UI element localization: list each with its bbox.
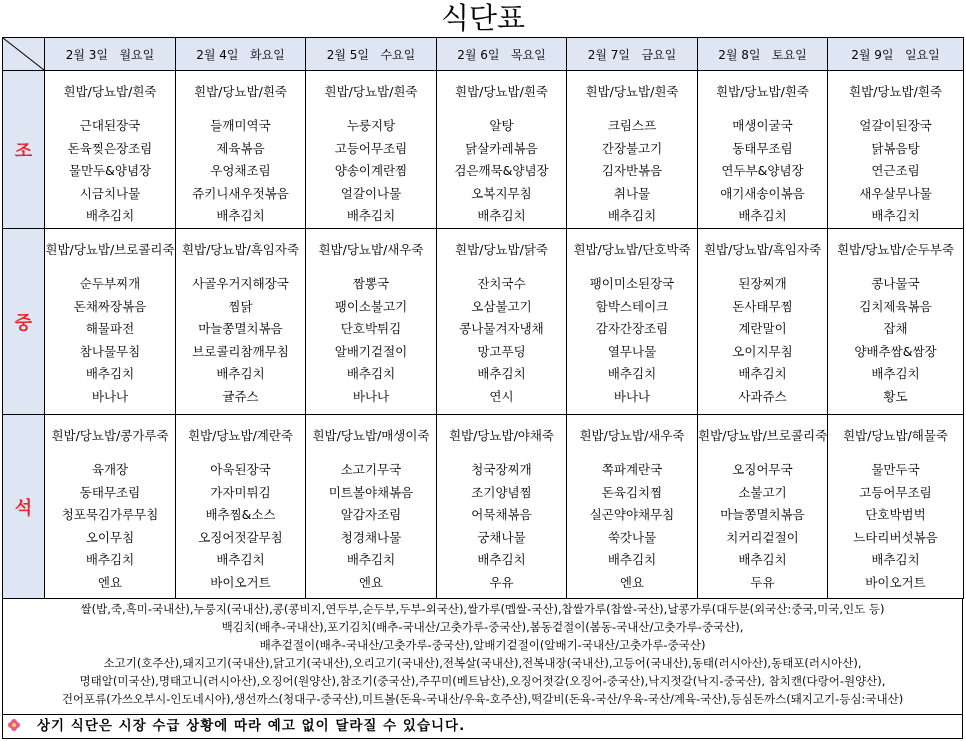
side-dish: 망고푸딩 [477, 343, 526, 359]
main-dish: 흰밥/당뇨밥/흰죽 [324, 84, 418, 99]
side-dish: 배추김치 [346, 552, 396, 568]
side-dish: 배추김치 [216, 366, 265, 382]
menu-cell [437, 415, 567, 599]
side-dish: 배추김치 [216, 552, 265, 568]
side-dish: 소불고기 [738, 484, 787, 500]
side-dish: 궁채나물 [477, 529, 526, 545]
origin-line: 명태알(미국산),명태고니(러시아산),오징어(원양산),참조기(중국산),주꾸미(베트남산),오징어젓갈(오징어-중국산),낙지젓갈(낙지-중국산), 참치캔(다랑어-원양산), [79, 674, 886, 688]
main-dish: 흰밥/당뇨밥/흰죽 [63, 84, 157, 99]
side-dish: 배추김치 [85, 208, 135, 224]
side-dish: 콩나물국 [871, 276, 920, 291]
side-dish: 오이지무침 [732, 343, 793, 359]
side-dish: 오복지무침 [471, 185, 532, 201]
main-dish: 흰밥/당뇨밥/흑임자죽 [703, 242, 822, 257]
side-dish: 육개장 [91, 462, 129, 477]
side-dish: 양배추쌈&쌈장 [854, 343, 937, 359]
day-header: 2월 5일 수요일 [306, 38, 437, 71]
side-dish: 가자미튀김 [210, 484, 271, 500]
side-dish: 배추김치 [477, 366, 526, 382]
side-dish: 느타리버섯볶음 [853, 529, 938, 545]
side-dish: 배추찜&소스 [205, 507, 276, 523]
side-dish: 황도 [883, 388, 908, 404]
side-dish: 바나나 [352, 388, 390, 404]
main-dish: 흰밥/당뇨밥/브로콜리죽 [45, 242, 175, 257]
side-dish: 김자반볶음 [601, 163, 663, 179]
side-dish: 간장불고기 [601, 140, 663, 156]
side-dish: 오이무침 [85, 529, 135, 545]
origin-line: 건어포류(가쓰오부시-인도네시아),생선까스(청대구-중국산),미트볼(돈육-국내산/우육-호주산),떡갈비(돈육-국산/우육-국산/계육-국산),등심돈까스(돼지고기-등심:국내산) [61, 692, 904, 706]
day-header: 2월 7일 금요일 [567, 38, 698, 71]
side-dish: 시금치나물 [79, 185, 141, 201]
menu-cell [176, 71, 306, 229]
page-title: 식단표 [440, 1, 526, 35]
side-dish: 제육볶음 [216, 140, 265, 156]
menu-cell [567, 71, 698, 229]
main-dish: 흰밥/당뇨밥/흰죽 [455, 84, 548, 99]
side-dish: 콩나물겨자냉채 [459, 321, 544, 337]
side-dish: 해물파전 [85, 321, 135, 337]
main-dish: 흰밥/당뇨밥/단호박죽 [573, 242, 691, 257]
side-dish: 사골우거지해장국 [192, 276, 289, 291]
notice-bar [2, 715, 963, 739]
side-dish: 배추김치 [346, 208, 396, 224]
side-dish: 열무나물 [607, 343, 657, 359]
side-dish: 오삼불고기 [471, 298, 532, 314]
meal-row [3, 71, 964, 229]
menu-table [2, 37, 964, 599]
side-dish: 우엉채조림 [210, 163, 271, 179]
side-dish: 바나나 [91, 388, 129, 404]
main-dish: 흰밥/당뇨밥/흰죽 [849, 84, 942, 99]
main-dish: 흰밥/당뇨밥/닭죽 [455, 242, 548, 257]
side-dish: 들깨미역국 [210, 118, 271, 133]
main-dish: 흰밥/당뇨밥/브로콜리죽 [698, 428, 828, 443]
side-dish: 돈채짜장볶음 [73, 298, 147, 314]
side-dish: 연근조림 [871, 163, 920, 179]
side-dish: 동태무조림 [79, 484, 141, 500]
menu-cell [306, 229, 437, 415]
meal-label: 석 [3, 415, 45, 599]
day-header: 2월 6일 목요일 [437, 38, 567, 71]
side-dish: 배추김치 [85, 366, 135, 382]
main-dish: 흰밥/당뇨밥/새우죽 [579, 428, 685, 443]
origin-line: 배추겉절이(배추-국내산/고춧가루-중국산),알배기겉절이(알배기-국내산/고춧가루-중국산) [259, 638, 706, 652]
side-dish: 잔치국수 [477, 276, 526, 291]
meal-row [3, 229, 964, 415]
side-dish: 참나물무침 [79, 343, 141, 359]
side-dish: 엔요 [97, 574, 123, 590]
side-dish: 얼갈이나물 [340, 185, 402, 201]
day-header: 2월 4일 화요일 [176, 38, 306, 71]
side-dish: 청포묵김가루무침 [61, 507, 159, 523]
menu-cell [45, 229, 176, 415]
day-header: 2월 9일 일요일 [828, 38, 964, 71]
main-dish: 흰밥/당뇨밥/해물죽 [842, 428, 949, 443]
side-dish: 미트볼야채볶음 [328, 484, 414, 500]
menu-cell [306, 415, 437, 599]
menu-cell [176, 229, 306, 415]
side-dish: 엔요 [358, 574, 384, 590]
meal-row [3, 415, 964, 599]
day-header: 2월 3일 월요일 [45, 38, 176, 71]
side-dish: 배추김치 [871, 366, 920, 382]
side-dish: 크림스프 [607, 118, 657, 133]
side-dish: 배추김치 [738, 208, 787, 224]
meal-label: 조 [3, 71, 45, 229]
side-dish: 닭볶음탕 [871, 140, 920, 156]
side-dish: 단호박범벅 [865, 507, 926, 523]
side-dish: 동태무조림 [732, 140, 793, 156]
side-dish: 청국장찌개 [471, 462, 532, 477]
menu-cell [828, 415, 964, 599]
side-dish: 알감자조림 [340, 507, 402, 523]
main-dish: 흰밥/당뇨밥/흰죽 [716, 84, 809, 99]
side-dish: 바나나 [613, 388, 651, 404]
side-dish: 팽이소불고기 [334, 298, 408, 314]
side-dish: 배추김치 [607, 366, 657, 382]
side-dish: 함박스테이크 [595, 298, 669, 314]
main-dish: 흰밥/당뇨밥/흰죽 [585, 84, 679, 99]
main-dish: 흰밥/당뇨밥/흰죽 [194, 84, 287, 99]
side-dish: 검은깨묵&양념장 [454, 163, 549, 179]
side-dish: 배추김치 [477, 208, 526, 224]
menu-cell [698, 229, 828, 415]
side-dish: 고등어무조림 [859, 484, 932, 500]
origin-line: 쌀(밥,죽,흑미-국내산),누룽지(국내산),콩(콩비지,연두부,순두부,두부-외국산),쌀가루(멥쌀-국산),찹쌀가루(찹쌀-국산),날콩가루(대두분(외국산:중국,미국,인도 등) [80, 602, 885, 616]
main-dish: 흰밥/당뇨밥/매생이죽 [312, 428, 430, 443]
side-dish: 브로콜리참깨무침 [192, 343, 289, 359]
flower-icon [7, 718, 21, 732]
main-dish: 흰밥/당뇨밥/새우죽 [318, 242, 424, 257]
side-dish: 쥬키니새우젓볶음 [192, 185, 289, 201]
main-dish: 흰밥/당뇨밥/순두부죽 [836, 242, 955, 257]
side-dish: 근대된장국 [79, 118, 141, 133]
side-dish: 된장찌개 [738, 276, 787, 291]
side-dish: 바이오거트 [865, 574, 926, 590]
notice-text: 상기 식단은 시장 수급 상황에 따라 예고 없이 달라질 수 있습니다. [37, 718, 466, 734]
side-dish: 돈육찢은장조림 [67, 140, 153, 156]
side-dish: 팽이미소된장국 [589, 276, 675, 291]
side-dish: 알탕 [489, 118, 514, 133]
side-dish: 잡채 [883, 321, 908, 337]
origin-info [2, 598, 963, 715]
side-dish: 배추김치 [346, 366, 396, 382]
side-dish: 순두부찌개 [79, 276, 141, 291]
side-dish: 배추김치 [477, 552, 526, 568]
side-dish: 물만두&양념장 [68, 163, 152, 179]
menu-cell [437, 71, 567, 229]
menu-cell [698, 415, 828, 599]
corner-cell [3, 38, 45, 71]
side-dish: 단호박튀김 [340, 321, 402, 337]
side-dish: 사과쥬스 [738, 388, 787, 404]
side-dish: 물만두국 [871, 462, 920, 477]
side-dish: 돈육김치찜 [601, 484, 663, 500]
side-dish: 양송이계란찜 [334, 163, 408, 179]
side-dish: 연두부&양념장 [721, 163, 804, 179]
main-dish: 흰밥/당뇨밥/흑임자죽 [181, 242, 300, 257]
side-dish: 애기새송이볶음 [720, 185, 805, 201]
side-dish: 두유 [750, 574, 775, 590]
side-dish: 쑥갓나물 [607, 529, 657, 545]
side-dish: 실곤약야채무침 [589, 507, 675, 523]
side-dish: 돈사태무찜 [732, 298, 793, 314]
side-dish: 알배기겉절이 [334, 343, 408, 359]
side-dish: 오징어무국 [732, 462, 793, 477]
side-dish: 배추김치 [607, 552, 657, 568]
side-dish: 조기양념찜 [471, 484, 532, 500]
side-dish: 엔요 [619, 574, 645, 590]
menu-cell [698, 71, 828, 229]
main-dish: 흰밥/당뇨밥/야채죽 [448, 428, 555, 443]
side-dish: 새우살무나물 [859, 185, 932, 201]
side-dish: 배추김치 [216, 208, 265, 224]
side-dish: 고등어무조림 [334, 140, 408, 156]
main-dish: 흰밥/당뇨밥/콩가루죽 [51, 428, 169, 443]
side-dish: 우유 [489, 574, 514, 590]
side-dish: 김치제육볶음 [859, 298, 932, 314]
side-dish: 치커리겉절이 [726, 529, 799, 545]
side-dish: 취나물 [613, 185, 651, 201]
menu-cell [567, 415, 698, 599]
side-dish: 얼갈이된장국 [859, 118, 932, 133]
main-dish: 흰밥/당뇨밥/계란죽 [187, 428, 294, 443]
side-dish: 연시 [489, 388, 514, 404]
meal-label: 중 [3, 229, 45, 415]
side-dish: 아욱된장국 [210, 462, 271, 477]
side-dish: 오징어젓갈무침 [198, 529, 283, 545]
side-dish: 배추김치 [607, 208, 657, 224]
side-dish: 마늘쫑멸치볶음 [720, 507, 805, 523]
origin-line: 백김치(배추-국내산),포기김치(배추-국내산/고춧가루-중국산),봄동겉절이(봄동-국내산/고춧가루-중국산), [221, 620, 744, 634]
side-dish: 쪽파계란국 [601, 462, 663, 477]
menu-cell [828, 71, 964, 229]
side-dish: 배추김치 [871, 208, 920, 224]
header-row [3, 38, 964, 71]
menu-cell [437, 229, 567, 415]
side-dish: 계란말이 [738, 321, 787, 337]
side-dish: 닭살카레볶음 [465, 140, 538, 156]
side-dish: 배추김치 [738, 552, 787, 568]
menu-cell [176, 415, 306, 599]
side-dish: 귤쥬스 [222, 388, 259, 404]
side-dish: 매생이굴국 [732, 118, 793, 133]
side-dish: 배추김치 [738, 366, 787, 382]
menu-cell [45, 71, 176, 229]
side-dish: 찜닭 [228, 298, 253, 314]
side-dish: 배추김치 [871, 552, 920, 568]
side-dish: 배추김치 [85, 552, 135, 568]
side-dish: 청경채나물 [340, 529, 402, 545]
menu-cell [567, 229, 698, 415]
side-dish: 바이오거트 [210, 574, 271, 590]
side-dish: 마늘쫑멸치볶음 [198, 321, 283, 337]
side-dish: 짬뽕국 [352, 276, 390, 291]
menu-cell [828, 229, 964, 415]
menu-cell [45, 415, 176, 599]
origin-line: 소고기(호주산),돼지고기(국내산),닭고기(국내산),오리고기(국내산),전복살(국내산),전복내장(국내산),고등어(국내산),동태(러시아산),동태포(러시아산), [103, 656, 862, 670]
side-dish: 누룽지탕 [346, 118, 396, 133]
side-dish: 감자간장조림 [595, 321, 669, 337]
side-dish: 어묵채볶음 [471, 507, 532, 523]
day-header: 2월 8일 토요일 [698, 38, 828, 71]
menu-cell [306, 71, 437, 229]
side-dish: 소고기무국 [340, 462, 402, 477]
